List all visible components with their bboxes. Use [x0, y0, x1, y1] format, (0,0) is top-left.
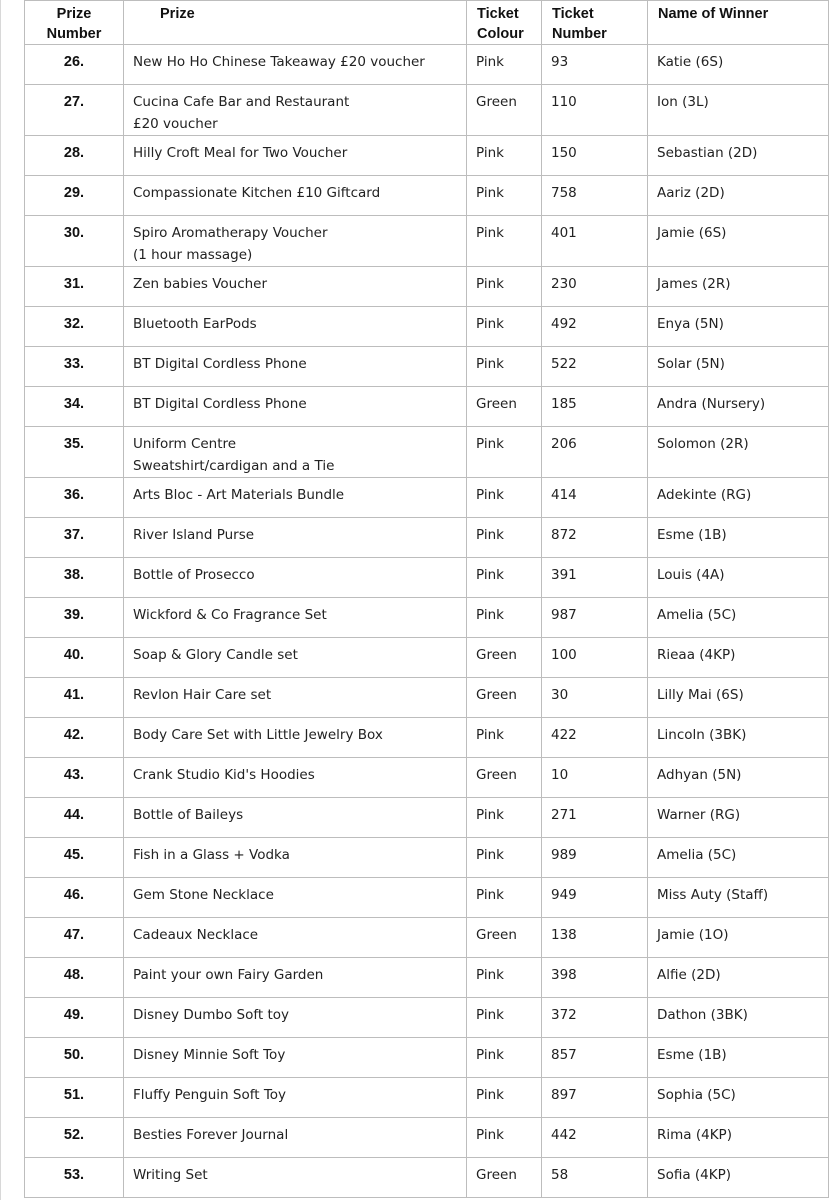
table-row: [25, 427, 829, 478]
prize-cell: Uniform Centre Sweatshirt/cardigan and a Tie: [124, 427, 467, 478]
table-row: [25, 1078, 829, 1118]
prize-cell: Disney Dumbo Soft toy: [124, 998, 467, 1038]
winner-cell: Aariz (2D): [648, 176, 829, 216]
ticket-colour-cell: Pink: [467, 427, 542, 478]
ticket-colour-cell: Pink: [467, 45, 542, 85]
winner-cell: Esme (1B): [648, 1038, 829, 1078]
prize-number-cell: 36.: [25, 478, 124, 518]
ticket-number-cell: 185: [542, 387, 648, 427]
ticket-number-cell: 522: [542, 347, 648, 387]
table-row: [25, 1158, 829, 1198]
ticket-number-cell: 872: [542, 518, 648, 558]
prize-number-cell: 27.: [25, 85, 124, 136]
ticket-colour-cell: Green: [467, 85, 542, 136]
ticket-colour-cell: Pink: [467, 216, 542, 267]
ticket-number-cell: 989: [542, 838, 648, 878]
ticket-colour-cell: Pink: [467, 267, 542, 307]
header-row: [25, 1, 829, 45]
table-row: [25, 958, 829, 998]
prize-number-cell: 33.: [25, 347, 124, 387]
prize-cell: Revlon Hair Care set: [124, 678, 467, 718]
header-ticket-number: Ticket Number: [542, 1, 648, 45]
prize-cell: Crank Studio Kid's Hoodies: [124, 758, 467, 798]
prize-winners-table: [24, 0, 829, 1198]
ticket-colour-cell: Pink: [467, 518, 542, 558]
ticket-number-cell: 230: [542, 267, 648, 307]
table-row: [25, 518, 829, 558]
ticket-colour-cell: Pink: [467, 558, 542, 598]
prize-number-cell: 44.: [25, 798, 124, 838]
table-row: [25, 1118, 829, 1158]
prize-cell: Soap & Glory Candle set: [124, 638, 467, 678]
ticket-colour-cell: Pink: [467, 998, 542, 1038]
table-row: [25, 638, 829, 678]
prize-number-cell: 31.: [25, 267, 124, 307]
winner-cell: Rima (4KP): [648, 1118, 829, 1158]
ticket-colour-cell: Pink: [467, 1118, 542, 1158]
winner-cell: Adhyan (5N): [648, 758, 829, 798]
prize-cell: Compassionate Kitchen £10 Giftcard: [124, 176, 467, 216]
winner-cell: Sebastian (2D): [648, 136, 829, 176]
prize-cell: Besties Forever Journal: [124, 1118, 467, 1158]
winner-cell: Warner (RG): [648, 798, 829, 838]
winner-cell: Lilly Mai (6S): [648, 678, 829, 718]
ticket-colour-cell: Pink: [467, 598, 542, 638]
ticket-number-cell: 271: [542, 798, 648, 838]
prize-cell: Zen babies Voucher: [124, 267, 467, 307]
header-winner: Name of Winner: [648, 1, 829, 45]
ticket-colour-cell: Green: [467, 678, 542, 718]
ticket-number-cell: 987: [542, 598, 648, 638]
prize-cell: New Ho Ho Chinese Takeaway £20 voucher: [124, 45, 467, 85]
table-row: [25, 758, 829, 798]
ticket-colour-cell: Pink: [467, 718, 542, 758]
table-row: [25, 347, 829, 387]
table-row: [25, 598, 829, 638]
ticket-number-cell: 138: [542, 918, 648, 958]
prize-number-cell: 48.: [25, 958, 124, 998]
prize-number-cell: 39.: [25, 598, 124, 638]
winner-cell: Dathon (3BK): [648, 998, 829, 1038]
prize-cell: Disney Minnie Soft Toy: [124, 1038, 467, 1078]
ticket-colour-cell: Green: [467, 387, 542, 427]
ticket-number-cell: 857: [542, 1038, 648, 1078]
prize-number-cell: 49.: [25, 998, 124, 1038]
winner-cell: Sofia (4KP): [648, 1158, 829, 1198]
ticket-number-cell: 206: [542, 427, 648, 478]
prize-cell: River Island Purse: [124, 518, 467, 558]
table-body: [25, 45, 829, 1198]
header-prize-number: Prize Number: [25, 1, 124, 45]
prize-number-cell: 47.: [25, 918, 124, 958]
winner-cell: Miss Auty (Staff): [648, 878, 829, 918]
prize-cell: Hilly Croft Meal for Two Voucher: [124, 136, 467, 176]
ticket-colour-cell: Pink: [467, 838, 542, 878]
ticket-number-cell: 10: [542, 758, 648, 798]
prize-cell: Arts Bloc - Art Materials Bundle: [124, 478, 467, 518]
winner-cell: Solomon (2R): [648, 427, 829, 478]
prize-cell: Gem Stone Necklace: [124, 878, 467, 918]
ticket-number-cell: 110: [542, 85, 648, 136]
ticket-colour-cell: Pink: [467, 958, 542, 998]
prize-cell: Bottle of Prosecco: [124, 558, 467, 598]
prize-number-cell: 46.: [25, 878, 124, 918]
winner-cell: Andra (Nursery): [648, 387, 829, 427]
prize-number-cell: 30.: [25, 216, 124, 267]
ticket-number-cell: 93: [542, 45, 648, 85]
prize-cell: BT Digital Cordless Phone: [124, 347, 467, 387]
winner-cell: Katie (6S): [648, 45, 829, 85]
prize-cell: Writing Set: [124, 1158, 467, 1198]
ticket-number-cell: 442: [542, 1118, 648, 1158]
table-row: [25, 878, 829, 918]
prize-cell: Fluffy Penguin Soft Toy: [124, 1078, 467, 1118]
ticket-number-cell: 414: [542, 478, 648, 518]
ticket-colour-cell: Green: [467, 1158, 542, 1198]
ticket-number-cell: 758: [542, 176, 648, 216]
page-edge: [0, 0, 1, 1200]
table-row: [25, 307, 829, 347]
winner-cell: Jamie (6S): [648, 216, 829, 267]
prize-cell: Fish in a Glass + Vodka: [124, 838, 467, 878]
table-row: [25, 558, 829, 598]
prize-cell: Body Care Set with Little Jewelry Box: [124, 718, 467, 758]
table-row: [25, 798, 829, 838]
ticket-colour-cell: Pink: [467, 1078, 542, 1118]
ticket-colour-cell: Pink: [467, 136, 542, 176]
winner-cell: Alfie (2D): [648, 958, 829, 998]
ticket-colour-cell: Pink: [467, 176, 542, 216]
table-row: [25, 85, 829, 136]
winner-cell: Amelia (5C): [648, 838, 829, 878]
prize-cell: Cucina Cafe Bar and Restaurant £20 voucher: [124, 85, 467, 136]
header-ticket-colour: Ticket Colour: [467, 1, 542, 45]
ticket-number-cell: 150: [542, 136, 648, 176]
winner-cell: Amelia (5C): [648, 598, 829, 638]
table-row: [25, 136, 829, 176]
ticket-colour-cell: Green: [467, 638, 542, 678]
winner-cell: Rieaa (4KP): [648, 638, 829, 678]
ticket-number-cell: 897: [542, 1078, 648, 1118]
table-row: [25, 1038, 829, 1078]
prize-cell: Wickford & Co Fragrance Set: [124, 598, 467, 638]
winner-cell: Jamie (1O): [648, 918, 829, 958]
prize-number-cell: 43.: [25, 758, 124, 798]
table-row: [25, 216, 829, 267]
prize-cell: BT Digital Cordless Phone: [124, 387, 467, 427]
table-row: [25, 998, 829, 1038]
ticket-colour-cell: Pink: [467, 478, 542, 518]
prize-number-cell: 29.: [25, 176, 124, 216]
ticket-colour-cell: Green: [467, 918, 542, 958]
prize-number-cell: 41.: [25, 678, 124, 718]
prize-cell: Paint your own Fairy Garden: [124, 958, 467, 998]
ticket-number-cell: 398: [542, 958, 648, 998]
prize-number-cell: 32.: [25, 307, 124, 347]
prize-number-cell: 38.: [25, 558, 124, 598]
ticket-colour-cell: Pink: [467, 347, 542, 387]
prize-cell: Spiro Aromatherapy Voucher (1 hour massage): [124, 216, 467, 267]
prize-number-cell: 52.: [25, 1118, 124, 1158]
prize-number-cell: 34.: [25, 387, 124, 427]
winner-cell: James (2R): [648, 267, 829, 307]
prize-number-cell: 40.: [25, 638, 124, 678]
prize-number-cell: 45.: [25, 838, 124, 878]
ticket-number-cell: 949: [542, 878, 648, 918]
winner-cell: Esme (1B): [648, 518, 829, 558]
ticket-number-cell: 391: [542, 558, 648, 598]
prize-number-cell: 37.: [25, 518, 124, 558]
ticket-number-cell: 401: [542, 216, 648, 267]
prize-number-cell: 35.: [25, 427, 124, 478]
table-row: [25, 838, 829, 878]
winner-cell: Solar (5N): [648, 347, 829, 387]
ticket-colour-cell: Pink: [467, 878, 542, 918]
winner-cell: Adekinte (RG): [648, 478, 829, 518]
ticket-number-cell: 100: [542, 638, 648, 678]
prize-number-cell: 28.: [25, 136, 124, 176]
ticket-number-cell: 372: [542, 998, 648, 1038]
ticket-number-cell: 58: [542, 1158, 648, 1198]
prize-number-cell: 51.: [25, 1078, 124, 1118]
table-row: [25, 45, 829, 85]
ticket-colour-cell: Pink: [467, 798, 542, 838]
table-row: [25, 718, 829, 758]
table-row: [25, 176, 829, 216]
table-row: [25, 478, 829, 518]
table-row: [25, 267, 829, 307]
winner-cell: Enya (5N): [648, 307, 829, 347]
winner-cell: Louis (4A): [648, 558, 829, 598]
prize-cell: Bottle of Baileys: [124, 798, 467, 838]
ticket-number-cell: 422: [542, 718, 648, 758]
ticket-colour-cell: Pink: [467, 307, 542, 347]
ticket-colour-cell: Pink: [467, 1038, 542, 1078]
table-row: [25, 918, 829, 958]
prize-cell: Cadeaux Necklace: [124, 918, 467, 958]
winner-cell: Lincoln (3BK): [648, 718, 829, 758]
ticket-number-cell: 30: [542, 678, 648, 718]
winner-cell: Ion (3L): [648, 85, 829, 136]
table-row: [25, 678, 829, 718]
winner-cell: Sophia (5C): [648, 1078, 829, 1118]
prize-cell: Bluetooth EarPods: [124, 307, 467, 347]
table-row: [25, 387, 829, 427]
prize-number-cell: 42.: [25, 718, 124, 758]
ticket-colour-cell: Green: [467, 758, 542, 798]
prize-number-cell: 26.: [25, 45, 124, 85]
header-prize: Prize: [124, 1, 467, 45]
ticket-number-cell: 492: [542, 307, 648, 347]
prize-number-cell: 50.: [25, 1038, 124, 1078]
prize-number-cell: 53.: [25, 1158, 124, 1198]
